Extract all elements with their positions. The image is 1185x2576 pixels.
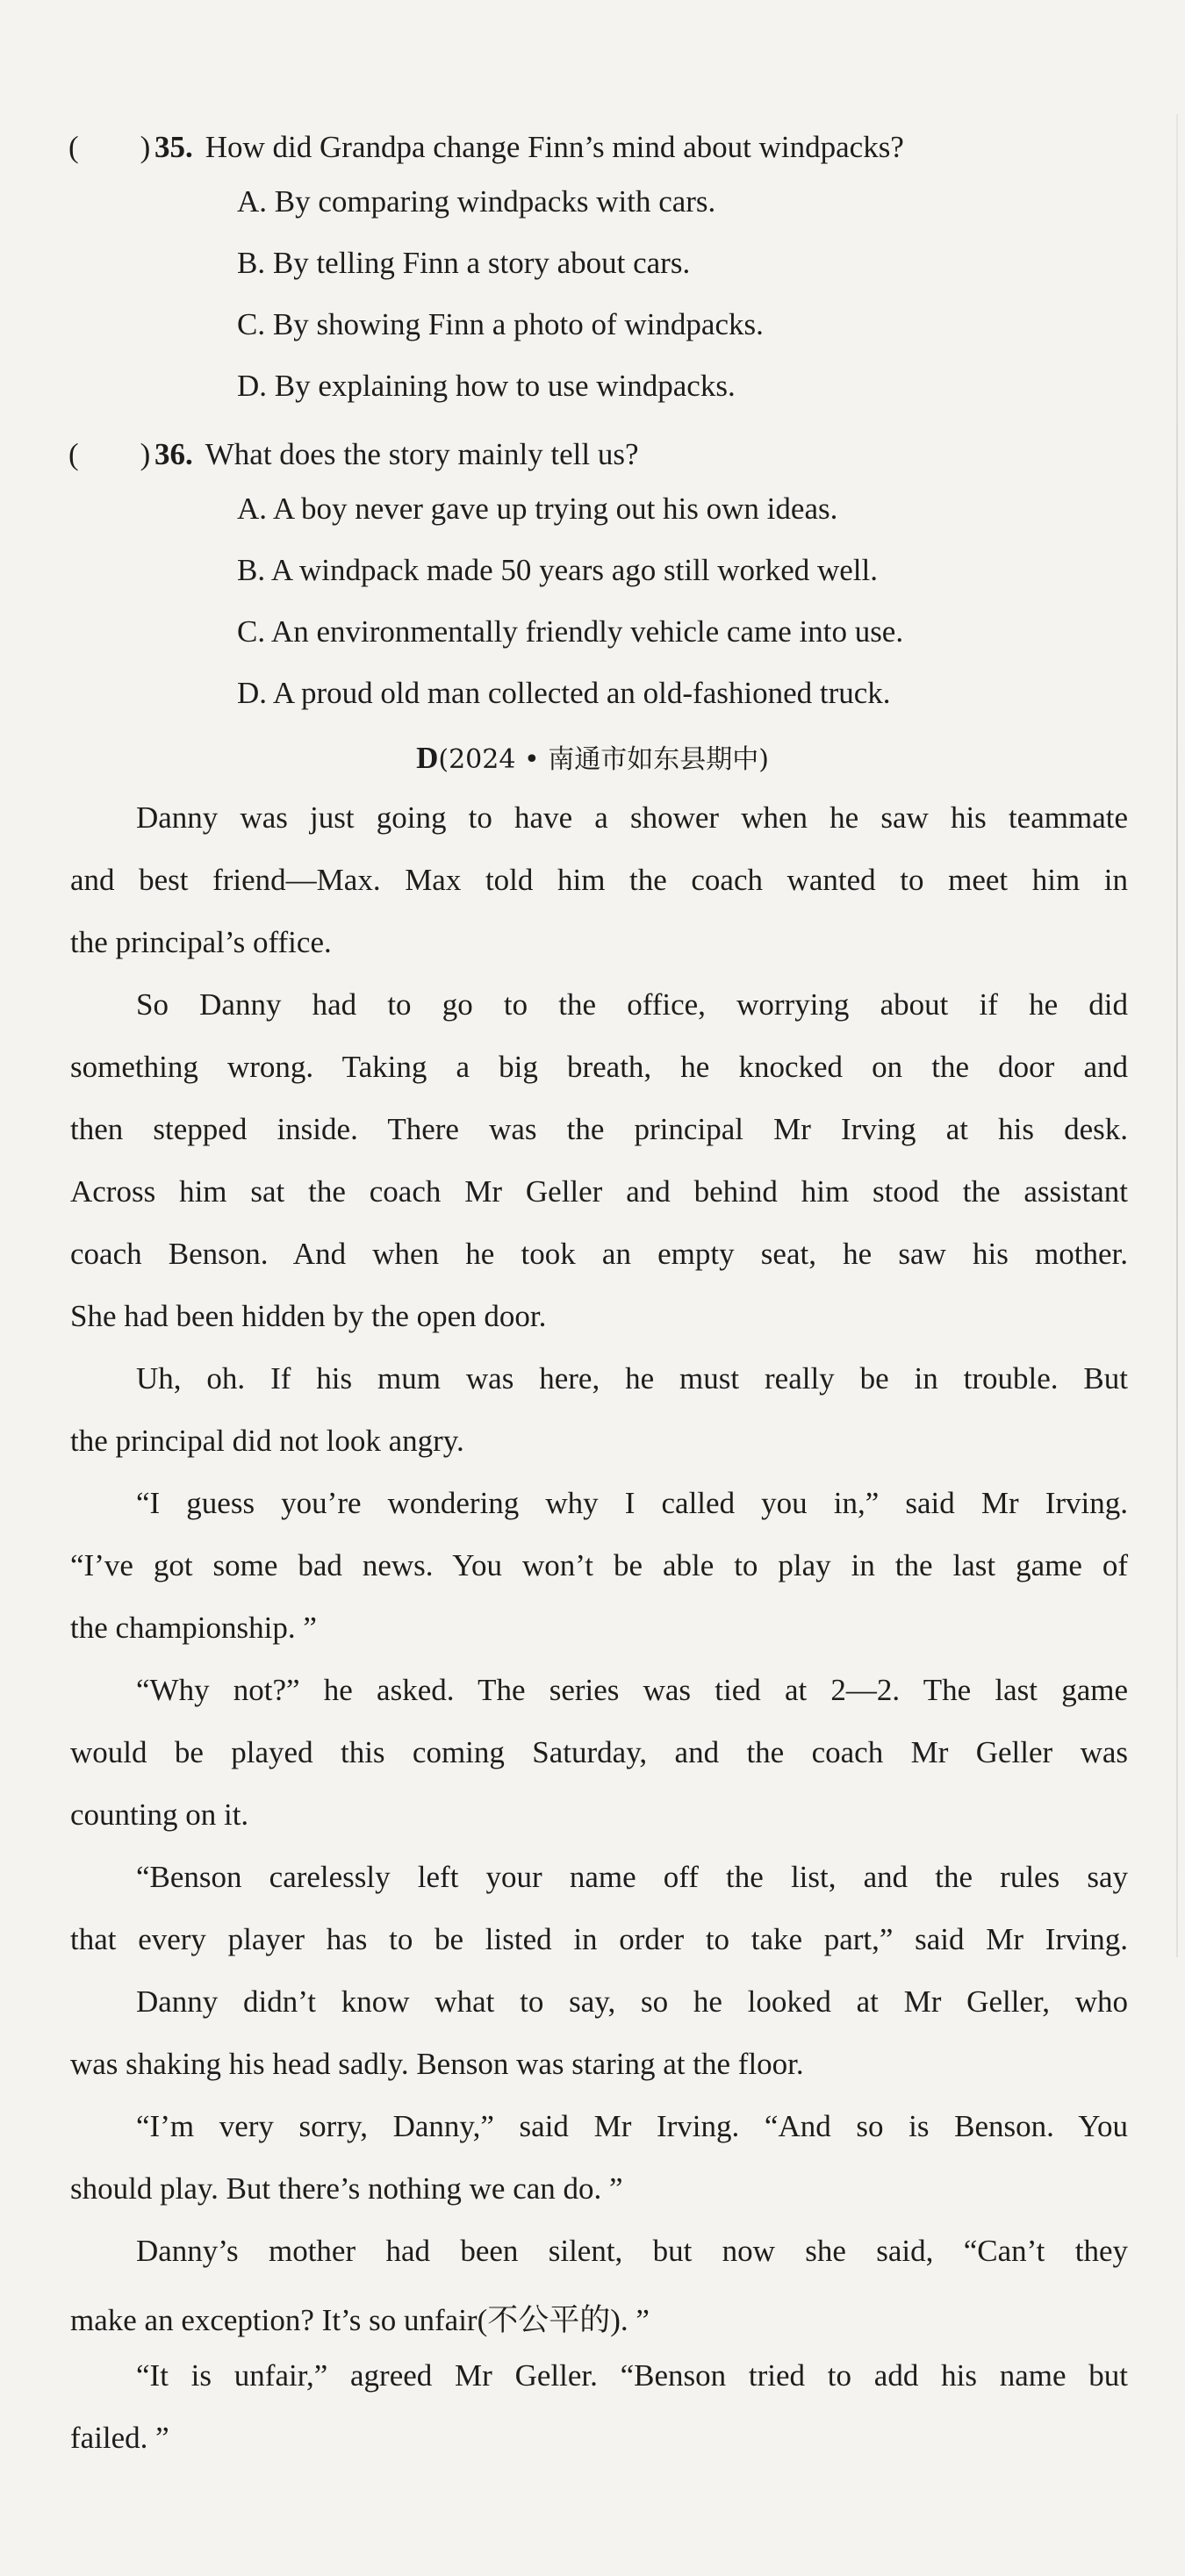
section-source: (2024 • 南通市如东县期中) <box>438 744 769 775</box>
question-35 <box>68 123 904 167</box>
option-b: B. A windpack made 50 years ago still worked well. <box>237 553 878 587</box>
answer-bracket: ( ) <box>68 130 151 164</box>
question-number: 35. <box>154 130 193 164</box>
passage-line: So Danny had to go to the office, worrying about if he did <box>136 987 1128 1022</box>
option-b: B. By telling Finn a story about cars. <box>237 246 691 280</box>
passage-line: make an exception? It’s so unfair(不公平的). ” <box>70 2303 650 2337</box>
passage-line: the principal’s office. <box>70 925 332 959</box>
section-letter: D <box>416 741 439 775</box>
passage-line: the championship. ” <box>70 1611 317 1645</box>
option-a: A. A boy never gave up trying out his own ideas. <box>237 492 838 526</box>
question-stem: How did Grandpa change Finn’s mind about windpacks? <box>205 130 904 164</box>
passage-line: “I’ve got some bad news. You won’t be able to play in the last game of <box>70 1548 1128 1582</box>
passage-line: coach Benson. And when he took an empty seat, he saw his mother. <box>70 1237 1128 1271</box>
passage-line: the principal did not look angry. <box>70 1424 464 1458</box>
option-d: D. By explaining how to use windpacks. <box>237 369 736 403</box>
passage-line: should play. But there’s nothing we can do. ” <box>70 2171 623 2206</box>
section-heading <box>0 737 1185 776</box>
passage-line: something wrong. Taking a big breath, he knocked on the door and <box>70 1050 1128 1084</box>
option-c: C. By showing Finn a photo of windpacks. <box>237 307 764 341</box>
question-number: 36. <box>154 437 193 471</box>
passage-line: would be played this coming Saturday, and the coach Mr Geller was <box>70 1735 1128 1769</box>
passage-line: counting on it. <box>70 1797 249 1832</box>
passage-line: Danny was just going to have a shower when he saw his teammate <box>136 800 1128 835</box>
question-36 <box>68 430 639 474</box>
passage-line: Danny’s mother had been silent, but now she said, “Can’t they <box>136 2234 1128 2268</box>
passage-line: “I’m very sorry, Danny,” said Mr Irving. “And so is Benson. You <box>136 2109 1128 2143</box>
passage-line: that every player has to be listed in order to take part,” said Mr Irving. <box>70 1922 1128 1956</box>
answer-bracket: ( ) <box>68 437 151 471</box>
passage-line: Uh, oh. If his mum was here, he must really be in trouble. But <box>136 1361 1128 1396</box>
option-d: D. A proud old man collected an old-fashioned truck. <box>237 676 891 710</box>
passage-line: was shaking his head sadly. Benson was staring at the floor. <box>70 2047 804 2081</box>
passage-line: “Why not?” he asked. The series was tied at 2—2. The last game <box>136 1673 1128 1707</box>
passage-line: She had been hidden by the open door. <box>70 1299 547 1333</box>
passage-line: “Benson carelessly left your name off the list, and the rules say <box>136 1860 1128 1894</box>
option-a: A. By comparing windpacks with cars. <box>237 184 716 219</box>
question-stem: What does the story mainly tell us? <box>205 437 639 471</box>
passage-line: then stepped inside. There was the principal Mr Irving at his desk. <box>70 1112 1128 1146</box>
passage-line: Across him sat the coach Mr Geller and behind him stood the assistant <box>70 1174 1128 1209</box>
option-c: C. An environmentally friendly vehicle came into use. <box>237 614 904 649</box>
passage-line: “It is unfair,” agreed Mr Geller. “Benson tried to add his name but <box>136 2358 1128 2393</box>
passage-line: “I guess you’re wondering why I called you in,” said Mr Irving. <box>136 1486 1128 1520</box>
passage-line: failed. ” <box>70 2421 169 2455</box>
passage-line: and best friend—Max. Max told him the coach wanted to meet him in <box>70 863 1128 897</box>
passage-line: Danny didn’t know what to say, so he looked at Mr Geller, who <box>136 1984 1128 2019</box>
